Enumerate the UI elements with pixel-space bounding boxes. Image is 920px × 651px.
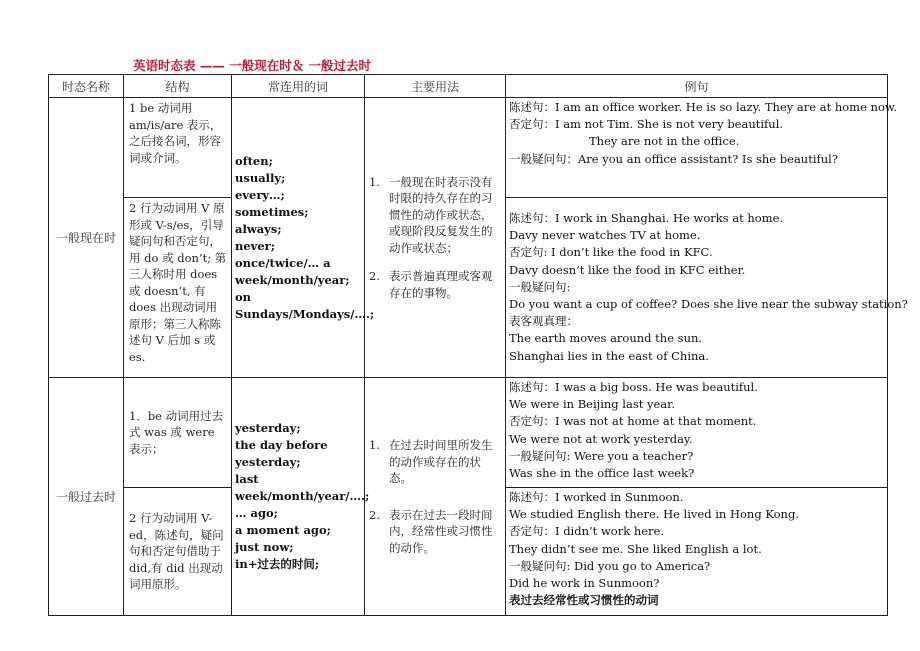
usage-number: 1. (369, 438, 380, 452)
example-line: Shanghai lies in the east of China. (509, 348, 709, 363)
example-line: 否定句：I didn’t work here. (509, 524, 664, 539)
example-line: 表客观真理： (509, 314, 578, 329)
example-line: 陈述句：I was a big boss. He was beautiful. (509, 380, 758, 394)
example-line: 一般疑问句：Are you an office assistant? Is she beautiful? (509, 151, 839, 166)
word-item: every…; (235, 187, 285, 202)
usage-item (369, 174, 501, 257)
usage-number: 2. (369, 507, 380, 522)
present-common-words (232, 98, 375, 378)
usage-item (369, 507, 501, 557)
page-title: 英语时态表 —— 一般现在时＆ 一般过去时 (133, 58, 372, 73)
example-line: Davy doesn’t like the food in KFC either. (509, 262, 746, 277)
word-item: a moment ago; (235, 523, 331, 537)
example-line: 陈述句：I work in Shanghai. He works at home. (509, 211, 784, 225)
past-examples-1 (506, 378, 888, 488)
usage-item (369, 437, 501, 487)
past-examples-2 (506, 488, 888, 616)
word-item: week/month/year/….; (235, 489, 370, 503)
example-line: They are not in the office. (589, 134, 740, 149)
word-item: often; (235, 153, 273, 168)
word-item: always; (235, 221, 282, 236)
past-structure-1: 1．be 动词用过去式 was 或 were 表示； (124, 378, 232, 488)
present-tense-name: 一般现在时 (49, 98, 124, 378)
header-examples: 例句 (506, 75, 888, 98)
present-examples-2 (506, 198, 908, 378)
example-line: 陈述句：I worked in Sunmoon. (509, 490, 684, 504)
word-item: sometimes; (235, 204, 309, 219)
example-line: Was she in the office last week? (509, 466, 695, 481)
example-line: We were in Beijing last year. (509, 397, 676, 412)
example-line: 一般疑问句: Did you go to America? (509, 558, 711, 573)
word-item: yesterday; (235, 455, 301, 469)
example-line: 陈述句：I am an office worker. He is so lazy. They are at home now. (509, 100, 898, 114)
word-item: in+过去的时间; (235, 557, 320, 571)
example-line: The earth moves around the sun. (509, 331, 703, 346)
word-item: yesterday; (235, 421, 301, 435)
tense-table (48, 74, 908, 616)
past-structure-2: 2 行为动词用 V-ed，陈述句，疑问句和否定句借助于 did,有 did 出现动词用原形。 (124, 488, 232, 616)
present-examples-1 (506, 98, 898, 198)
word-item: week/month/year; (235, 272, 350, 287)
word-item: just now; (235, 540, 294, 554)
past-common-words (232, 378, 370, 616)
header-row (49, 75, 888, 98)
present-usage (365, 98, 506, 378)
word-item: the day before (235, 438, 328, 452)
example-line: Do you want a cup of coffee? Does she live near the subway station? (509, 297, 908, 312)
example-line: 否定句：I am not Tim. She is not very beautiful. (509, 117, 784, 132)
word-item: once/twice/… a (235, 255, 331, 270)
usage-text: 在过去时间里所发生的动作或存在的状态。 (389, 438, 493, 485)
header-main-usage: 主要用法 (365, 75, 506, 98)
word-item: … ago; (235, 506, 278, 520)
usage-number: 1. (369, 174, 380, 189)
example-line: We were not at work yesterday. (509, 431, 693, 446)
word-item: usually; (235, 170, 286, 185)
word-item: on (235, 289, 252, 304)
present-row-1 (49, 98, 888, 198)
example-line: Did he work in Sunmoon? (509, 576, 660, 591)
header-structure: 结构 (124, 75, 232, 98)
example-line: They didn’t see me. She liked English a lot. (509, 541, 762, 556)
usage-text: 表示普遍真理或客观存在的事物。 (389, 269, 493, 300)
word-item: last (235, 472, 259, 486)
usage-number: 2. (369, 269, 380, 284)
example-line: Davy never watches TV at home. (509, 228, 701, 243)
header-tense-name: 时态名称 (49, 75, 124, 98)
example-line: 否定句: I don’t like the food in KFC. (509, 245, 713, 260)
usage-text: 表示在过去一段时间内，经常性或习惯性的动作。 (389, 507, 493, 555)
example-line: We studied English there. He lived in Hong Kong. (509, 507, 799, 522)
present-structure-2: 2 行为动词用 V 原形或 V-s/es，引导疑问句和否定句，用 do 或 don’t; 第三人称时用 does 或 doesn’t, 有 does 出现动词用原形；第三人称陈述句 V 后加 s 或 es. (124, 198, 232, 378)
word-item: never; (235, 238, 275, 253)
example-line: 否定句：I was not at home at that moment. (509, 414, 757, 429)
example-line: 一般疑问句: (509, 279, 571, 294)
word-item: Sundays/Mondays/….; (235, 306, 375, 321)
past-tense-name: 一般过去时 (49, 378, 124, 616)
example-line: 一般疑问句: Were you a teacher? (509, 448, 694, 463)
header-common-words: 常连用的词 (232, 75, 365, 98)
past-row-1 (49, 378, 888, 488)
past-usage (365, 378, 506, 616)
usage-item (369, 268, 501, 301)
example-note: 表过去经常性或习惯性的动词 (509, 593, 659, 608)
usage-text: 一般现在时表示没有时限的持久存在的习惯性的动作或状态，或现阶段反复发生的动作或状态； (389, 174, 493, 255)
present-structure-1: 1 be 动词用am/is/are 表示，之后接名词，形容词或介词。 (124, 98, 232, 198)
